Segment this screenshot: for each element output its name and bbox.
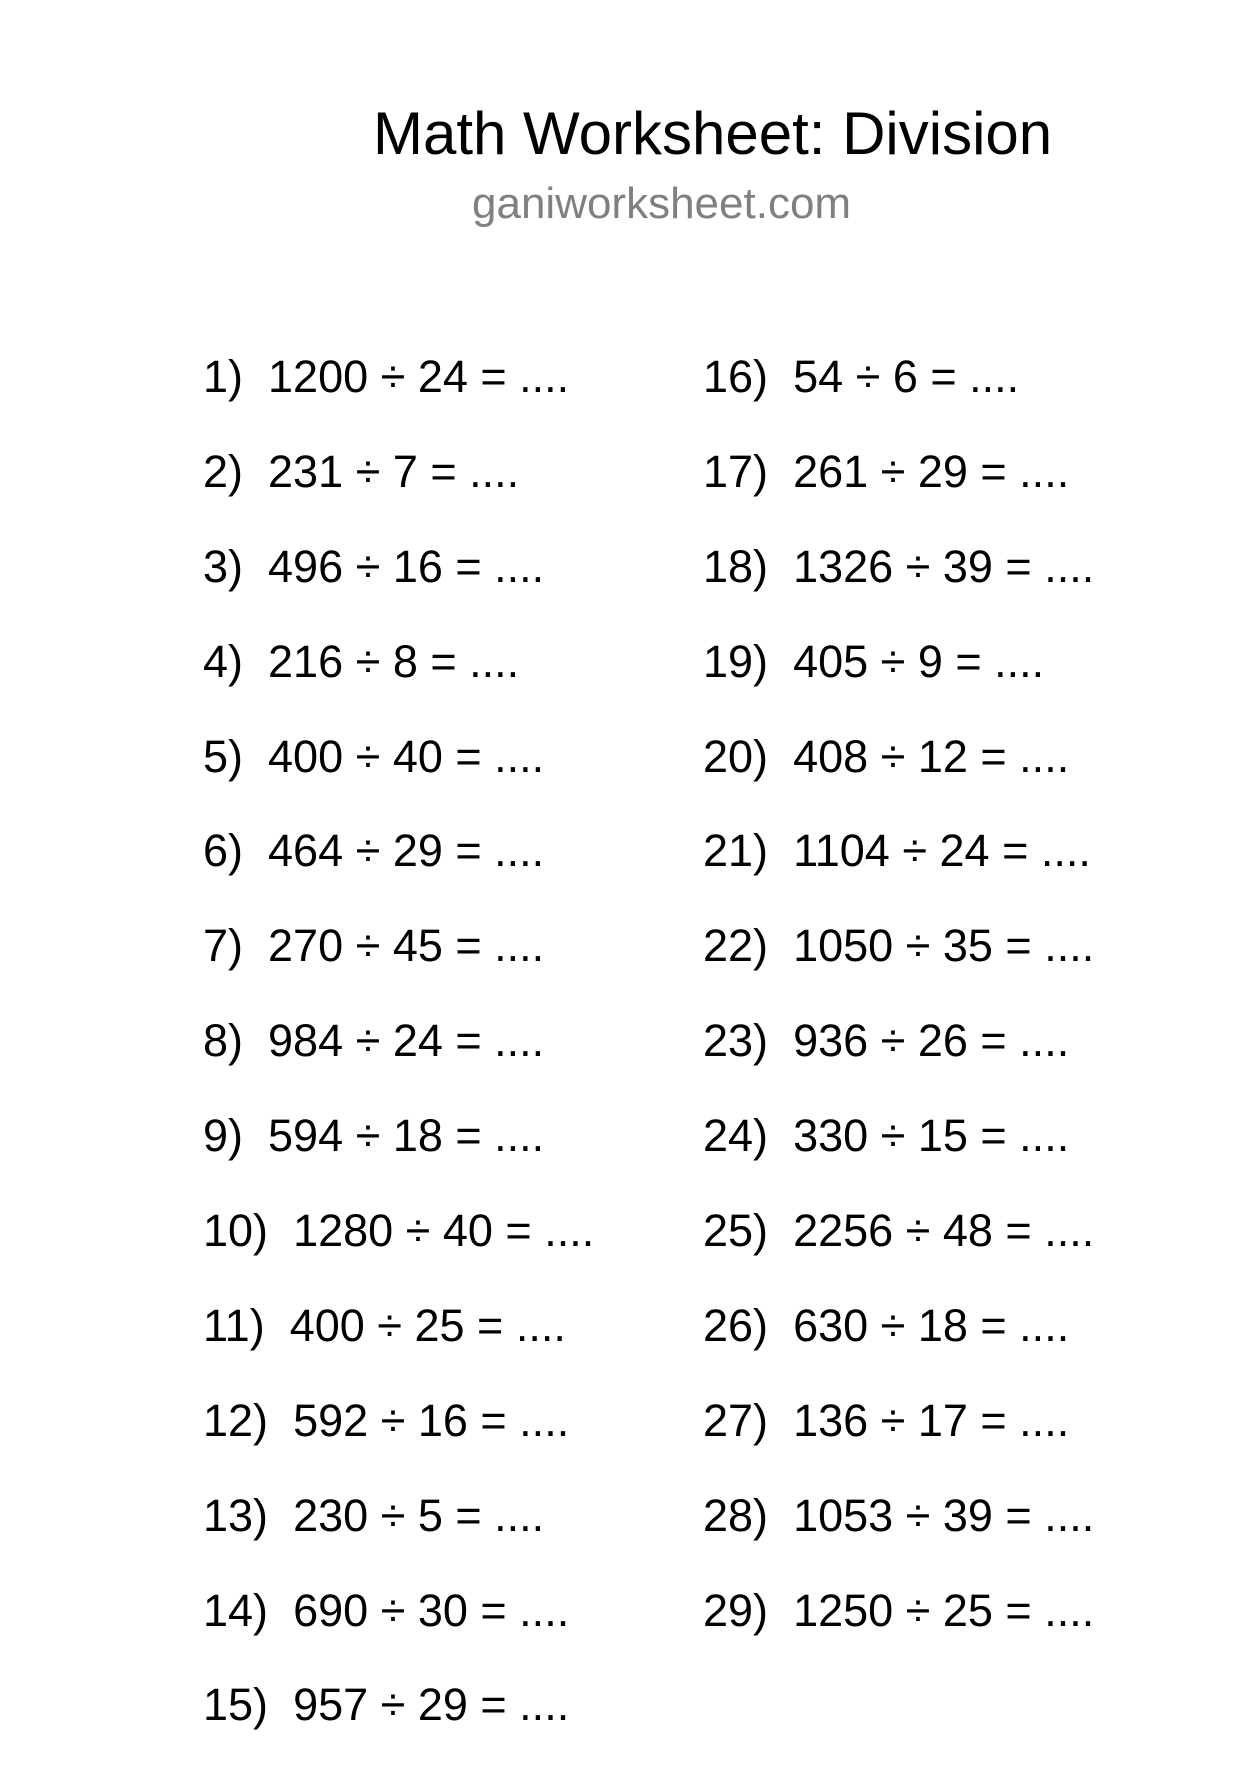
problem-expression: 270 ÷ 45 = ....: [268, 920, 545, 972]
problem-number: 6): [203, 825, 244, 877]
problem-item: [203, 635, 594, 734]
problem-number: 22): [703, 920, 769, 972]
problem-item: [203, 1110, 594, 1208]
problem-item: [203, 730, 594, 829]
problem-item: [703, 1584, 1095, 1683]
problem-item: [203, 825, 594, 923]
problem-expression: 1280 ÷ 40 = ....: [293, 1205, 595, 1257]
problem-expression: 984 ÷ 24 = ....: [268, 1015, 545, 1067]
problem-item: [203, 1679, 594, 1777]
problem-number: 3): [203, 540, 244, 592]
problem-expression: 496 ÷ 16 = ....: [268, 540, 545, 592]
problem-item: [703, 1205, 1095, 1303]
problem-item: [203, 351, 594, 449]
problem-number: 1): [203, 351, 244, 402]
problem-number: 7): [203, 920, 244, 972]
problem-item: [703, 1015, 1094, 1113]
problem-number: 18): [703, 540, 769, 592]
problem-column-right: [703, 351, 1095, 1682]
problem-number: 16): [703, 351, 769, 402]
problem-expression: 1104 ÷ 24 = ....: [793, 825, 1091, 877]
problem-expression: 936 ÷ 26 = ....: [793, 1015, 1070, 1067]
problem-expression: 136 ÷ 17 = ....: [793, 1394, 1070, 1446]
problem-number: 4): [203, 635, 244, 687]
problem-number: 23): [703, 1015, 769, 1067]
problem-number: 11): [203, 1299, 265, 1351]
problem-number: 5): [203, 730, 244, 782]
problem-number: 10): [203, 1205, 269, 1257]
problem-expression: 2256 ÷ 48 = ....: [793, 1205, 1095, 1257]
problem-number: 25): [703, 1205, 769, 1257]
problem-item: [203, 1489, 594, 1588]
problem-expression: 1200 ÷ 24 = ....: [268, 351, 570, 402]
problem-item: [703, 730, 1094, 829]
problem-expression: 54 ÷ 6 = ....: [793, 351, 1020, 402]
problem-expression: 330 ÷ 15 = ....: [793, 1110, 1070, 1162]
problem-item: [703, 1299, 1094, 1398]
problem-item: [703, 920, 1095, 1018]
problem-number: 21): [703, 825, 769, 877]
problem-number: 19): [703, 635, 769, 687]
problem-item: [703, 825, 1094, 923]
problem-number: 26): [703, 1299, 769, 1351]
problem-item: [703, 540, 1095, 639]
problem-expression: 408 ÷ 12 = ....: [793, 730, 1070, 782]
problem-number: 29): [703, 1584, 769, 1636]
problem-expression: 1050 ÷ 35 = ....: [793, 920, 1095, 972]
problem-item: [703, 445, 1094, 544]
problem-item: [203, 540, 594, 639]
problem-expression: 1250 ÷ 25 = ....: [793, 1584, 1095, 1636]
problem-number: 28): [703, 1489, 769, 1541]
problem-number: 2): [203, 445, 244, 497]
problem-number: 14): [203, 1584, 269, 1636]
problem-expression: 230 ÷ 5 = ....: [293, 1489, 545, 1541]
problem-number: 17): [703, 445, 769, 497]
problem-number: 15): [203, 1679, 269, 1731]
problem-expression: 464 ÷ 29 = ....: [268, 825, 545, 877]
problem-expression: 400 ÷ 25 = ....: [289, 1299, 566, 1351]
problem-expression: 405 ÷ 9 = ....: [793, 635, 1045, 687]
problem-item: [203, 1584, 594, 1683]
problem-number: 8): [203, 1015, 244, 1067]
problem-number: 24): [703, 1110, 769, 1162]
problem-expression: 957 ÷ 29 = ....: [293, 1679, 570, 1731]
problem-item: [703, 351, 1094, 449]
problem-item: [703, 1394, 1094, 1493]
problem-expression: 400 ÷ 40 = ....: [268, 730, 545, 782]
problem-item: [203, 1299, 594, 1398]
problem-expression: 231 ÷ 7 = ....: [268, 445, 520, 497]
problem-number: 20): [703, 730, 769, 782]
problem-number: 9): [203, 1110, 244, 1162]
problem-item: [203, 445, 594, 544]
problem-expression: 594 ÷ 18 = ....: [268, 1110, 545, 1162]
problem-item: [203, 1015, 594, 1113]
page-title: Math Worksheet: Division: [373, 100, 1053, 167]
problem-expression: 1053 ÷ 39 = ....: [793, 1489, 1095, 1541]
problem-number: 12): [203, 1394, 269, 1446]
problem-expression: 1326 ÷ 39 = ....: [793, 540, 1095, 592]
problem-item: [703, 635, 1094, 734]
site-subtitle: ganiworksheet.com: [472, 179, 852, 228]
problem-item: [703, 1110, 1094, 1208]
problem-expression: 592 ÷ 16 = ....: [293, 1394, 570, 1446]
problem-expression: 261 ÷ 29 = ....: [793, 445, 1070, 497]
problem-item: [703, 1489, 1095, 1588]
problem-expression: 630 ÷ 18 = ....: [793, 1299, 1070, 1351]
problem-expression: 216 ÷ 8 = ....: [268, 635, 520, 687]
problem-item: [203, 920, 594, 1018]
problem-item: [203, 1394, 594, 1493]
problem-expression: 690 ÷ 30 = ....: [293, 1584, 570, 1636]
problem-item: [203, 1205, 595, 1303]
problem-column-left: [203, 351, 595, 1777]
problem-number: 27): [703, 1394, 769, 1446]
problem-number: 13): [203, 1489, 269, 1541]
